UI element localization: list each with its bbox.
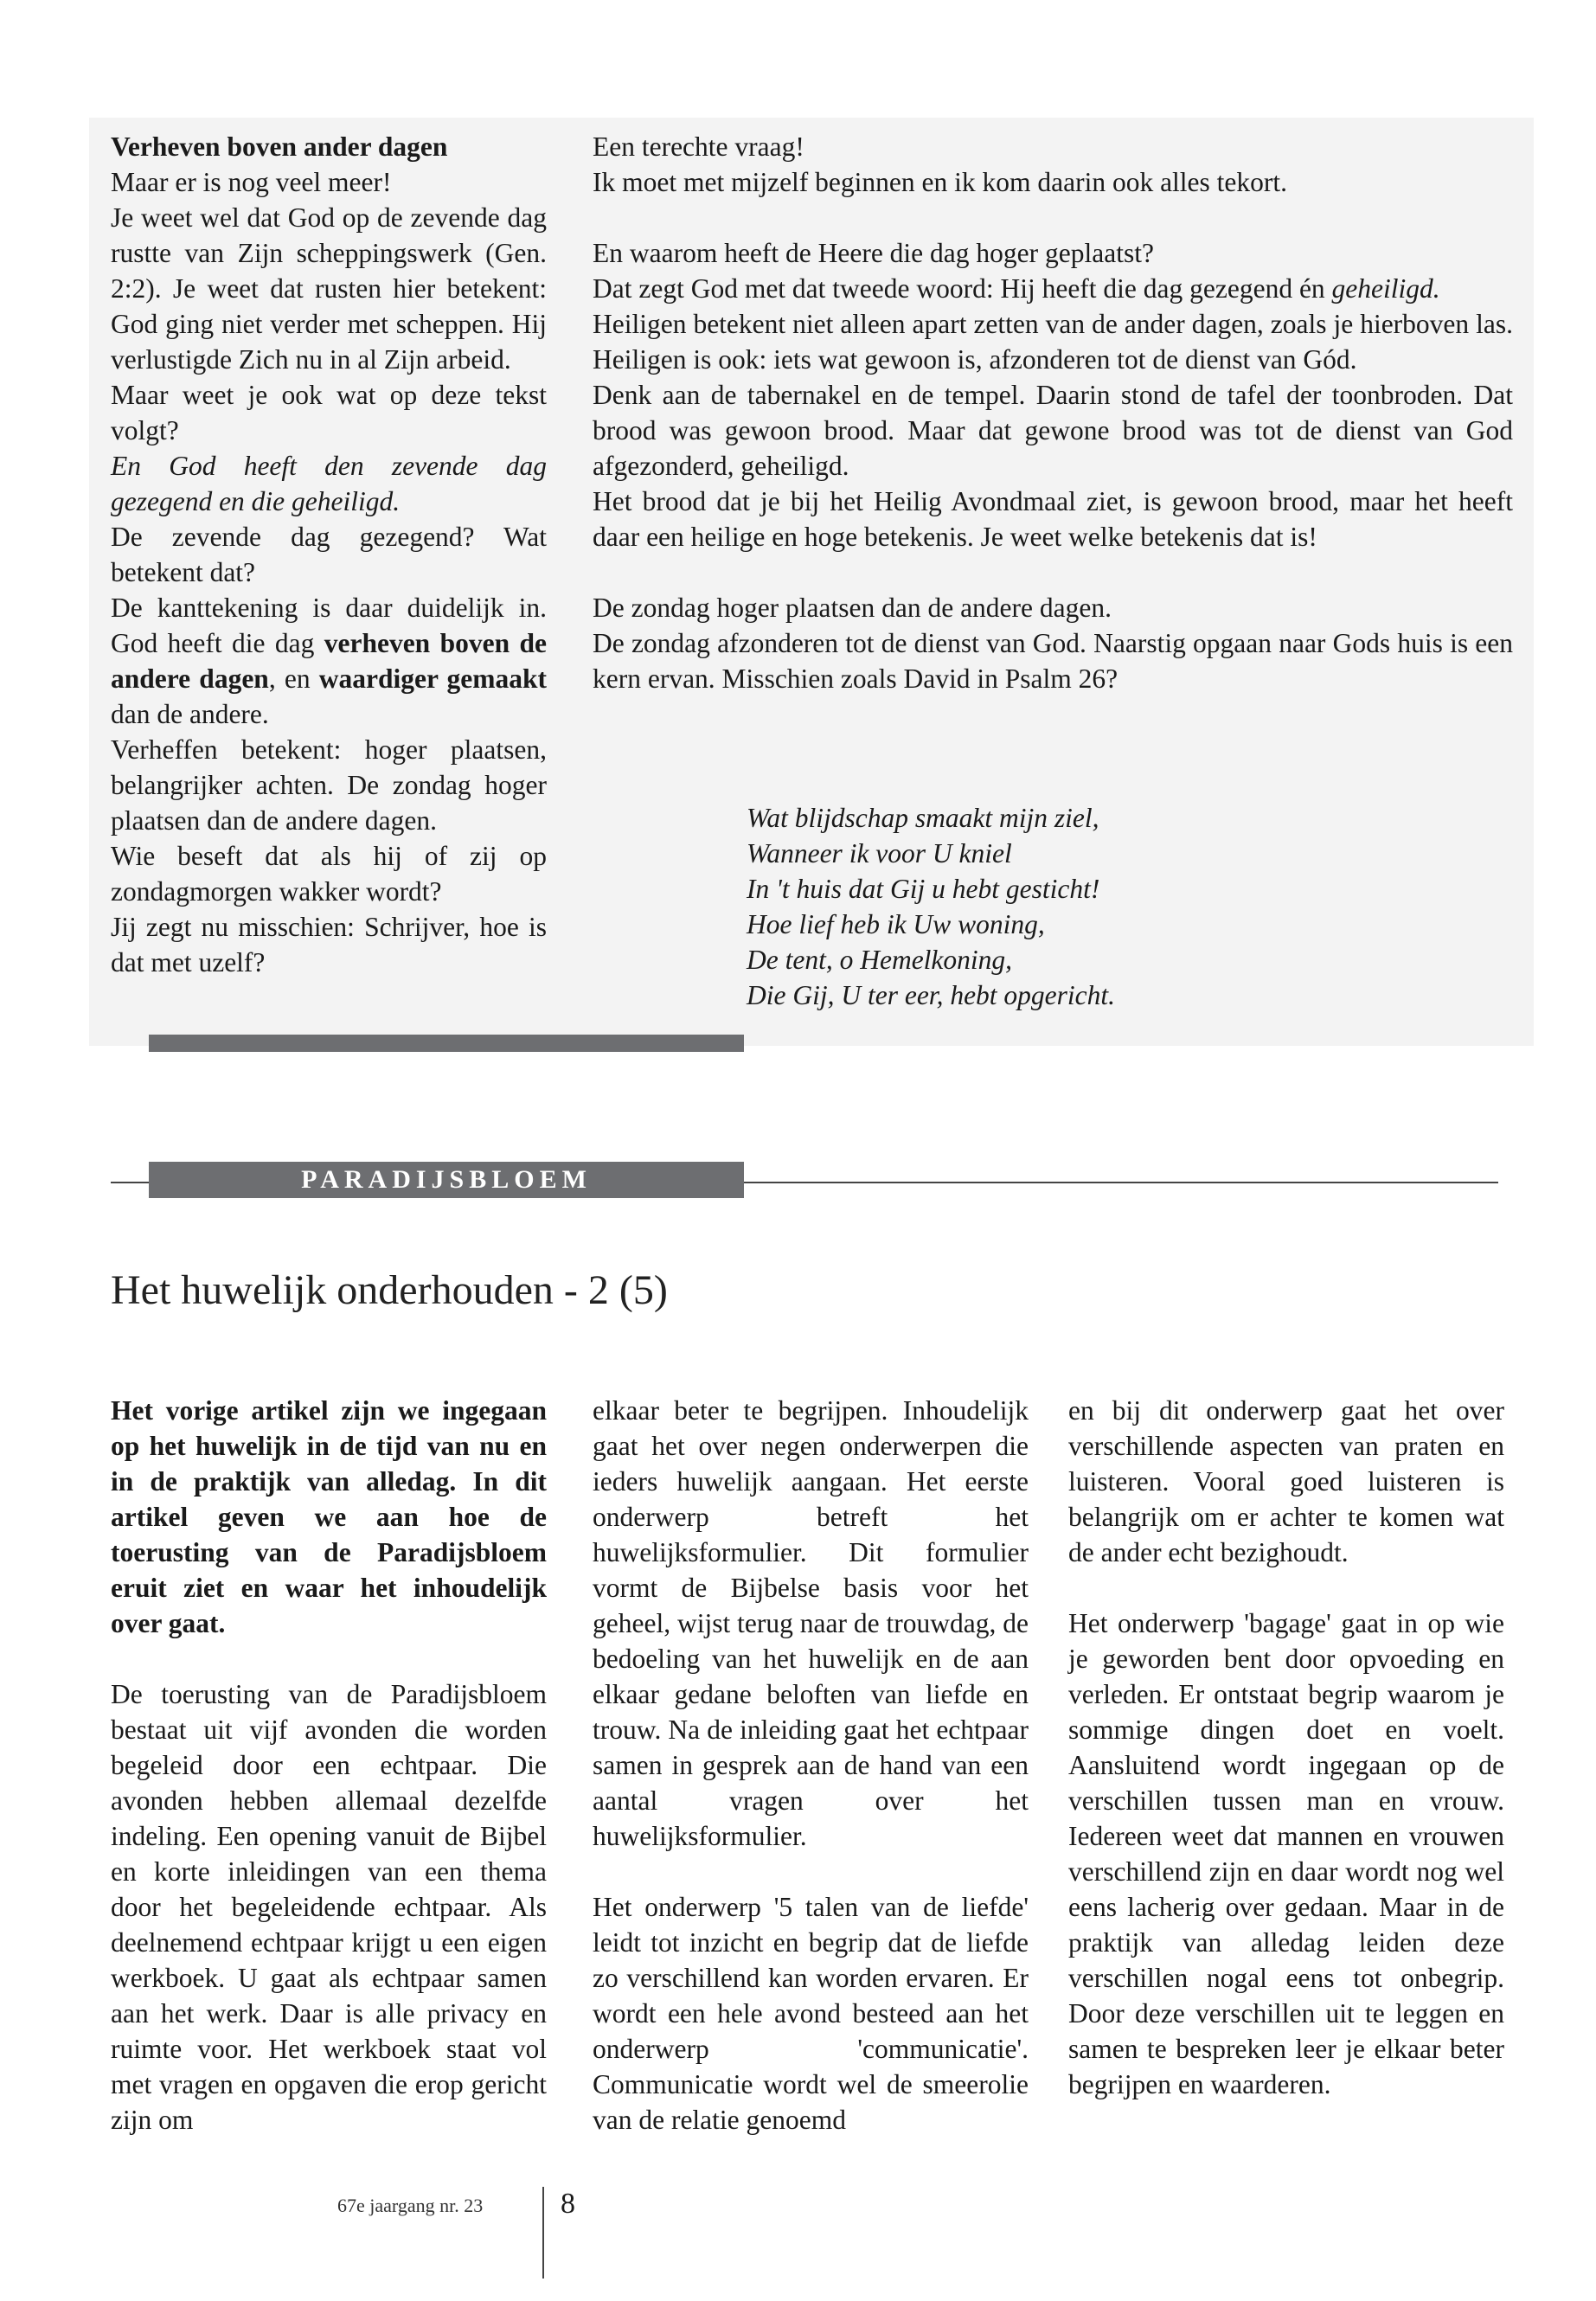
paragraph: De kanttekening is daar duidelijk in. God heeft die dag verheven boven de andere dagen, en waardiger gemaakt dan de andere. xyxy=(111,593,548,729)
article-column-3 xyxy=(1068,1393,1504,2102)
paragraph: Ik moet met mijzelf beginnen en ik kom daarin ook alles tekort. xyxy=(593,167,1288,197)
poem-line: In 't huis dat Gij u hebt gesticht! xyxy=(747,874,1100,904)
paragraph: En waarom heeft de Heere die dag hoger geplaatst? xyxy=(593,238,1154,268)
poem-line: Die Gij, U ter eer, hebt opgericht. xyxy=(747,980,1116,1010)
poem-line: Hoe lief heb ik Uw woning, xyxy=(747,909,1045,939)
section-rule-right xyxy=(744,1182,1498,1183)
paragraph: Maar er is nog veel meer! xyxy=(111,167,392,197)
paragraph: Wie beseft dat als hij of zij op zondagmorgen wakker wordt? xyxy=(111,841,547,907)
paragraph: Heiligen betekent niet alleen apart zetten van de ander dagen, zoals je hierboven las. Heiligen is ook: iets wat gewoon is, afzonderen tot de dienst van Gód. xyxy=(593,309,1513,375)
paragraph: Een terechte vraag! xyxy=(593,131,804,162)
paragraph: Jij zegt nu misschien: Schrijver, hoe is dat met uzelf? xyxy=(111,912,547,977)
paragraph-gap xyxy=(111,1641,547,1676)
paragraph: En God heeft den zevende dag gezegend en die geheiligd. xyxy=(111,451,547,516)
section-rule-left xyxy=(111,1182,149,1183)
sidebar-right-column xyxy=(593,129,1513,696)
paragraph: De zondag hoger plaatsen dan de andere dagen. xyxy=(593,593,1112,623)
article-title: Het huwelijk onderhouden - 2 (5) xyxy=(111,1267,668,1313)
paragraph: Maar weet je ook wat op deze tekst volgt? xyxy=(111,380,547,445)
paragraph: De toerusting van de Paradijsbloem bestaat uit vijf avonden die worden begeleid door een echtpaar. Die avonden hebben allemaal dezelfde indeling. Een opening vanuit de Bijbel en korte inleidingen van een thema door het begeleidende echtpaar. Als deelnemend echtpaar krijgt u een eigen werkboek. U gaat als echtpaar samen aan het werk. Daar is alle privacy en ruimte voor. Het werkboek staat vol met vragen en opgaven die erop gericht zijn om xyxy=(111,1679,547,2135)
paragraph: Het brood dat je bij het Heilig Avondmaal ziet, is gewoon brood, maar het heeft daar een heilige en hoge betekenis. Je weet welke betekenis dat is! xyxy=(593,486,1513,552)
paragraph: en bij dit onderwerp gaat het over verschillende aspecten van praten en luisteren. Vooral goed luisteren is belangrijk om er achter te komen wat de ander echt bezighoudt. xyxy=(1068,1395,1504,1567)
article-column-1 xyxy=(111,1393,547,2138)
poem-line: De tent, o Hemelkoning, xyxy=(747,945,1013,975)
paragraph: Je weet wel dat God op de zevende dag rustte van Zijn scheppingswerk (Gen. 2:2). Je weet dat rusten hier betekent: God ging niet verder met scheppen. Hij verlustigde Zich nu in al Zijn arbeid. xyxy=(111,202,547,375)
paragraph: Verheffen betekent: hoger plaatsen, belangrijker achten. De zondag hoger plaatsen dan de andere dagen. xyxy=(111,734,547,836)
paragraph-gap xyxy=(593,1854,1029,1889)
paragraph: De zevende dag gezegend? Wat betekent dat? xyxy=(111,522,547,587)
paragraph: De zondag afzonderen tot de dienst van God. Naarstig opgaan naar Gods huis is een kern ervan. Misschien zoals David in Psalm 26? xyxy=(593,628,1513,694)
page-number: 8 xyxy=(561,2188,575,2220)
paragraph: Het onderwerp '5 talen van de liefde' leidt tot inzicht en begrip dat de liefde zo verschillend kan worden ervaren. Er wordt een hele avond besteed aan het onderwerp 'communicatie'. Communicatie wordt wel de smeerolie van de relatie genoemd xyxy=(593,1892,1029,2135)
poem-line: Wanneer ik voor U kniel xyxy=(747,838,1012,868)
paragraph-gap xyxy=(593,200,1513,235)
footer-divider xyxy=(542,2187,544,2279)
paragraph: Dat zegt God met dat tweede woord: Hij heeft die dag gezegend én geheiligd. xyxy=(593,273,1440,304)
lead-paragraph: Het vorige artikel zijn we ingegaan op het huwelijk in de tijd van nu en in de praktijk van alledag. In dit artikel geven we aan hoe de toerusting van de Paradijsbloem eruit ziet en waar het inhoudelijk over gaat. xyxy=(111,1395,547,1638)
article-column-2 xyxy=(593,1393,1029,2138)
paragraph: Het onderwerp 'bagage' gaat in op wie je geworden bent door opvoeding en verleden. Er ontstaat begrip waarom je sommige dingen doet en voelt. Aansluitend wordt ingegaan op de verschillen tussen man en vrouw. Iedereen weet dat mannen en vrouwen verschillend zijn en daar wordt nog wel eens lacherig over gedaan. Maar in de praktijk van alledag leiden deze verschillen nogal eens tot onbegrip. Door deze verschillen uit te leggen en samen te bespreken leer je elkaar beter begrijpen en waarderen. xyxy=(1068,1608,1504,2099)
psalm-quote xyxy=(747,800,1115,1013)
issue-info: 67e jaargang nr. 23 xyxy=(337,2195,484,2216)
sidebar-left-column xyxy=(111,129,547,980)
paragraph-gap xyxy=(593,554,1513,590)
paragraph: elkaar beter te begrijpen. Inhoudelijk gaat het over negen onderwerpen die ieders huwelijk aangaan. Het eerste onderwerp betreft het huwelijksformulier. Dit formulier vormt de Bijbelse basis voor het geheel, wijst terug naar de trouwdag, de bedoeling van het huwelijk en de aan elkaar gedane beloften van liefde en trouw. Na de inleiding gaat het echtpaar samen in gesprek aan de hand van een aantal vragen over het huwelijksformulier. xyxy=(593,1395,1029,1851)
paragraph: Denk aan de tabernakel en de tempel. Daarin stond de tafel der toonbroden. Dat brood was gewoon brood. Maar dat gewone brood was tot de dienst van God afgezonderd, geheiligd. xyxy=(593,380,1513,481)
section-label: PARADIJSBLOEM xyxy=(149,1162,744,1198)
paragraph: Verheven boven ander dagen xyxy=(111,131,448,162)
poem-line: Wat blijdschap smaakt mijn ziel, xyxy=(747,803,1099,833)
sidebar-bottom-bar xyxy=(149,1035,744,1052)
paragraph-gap xyxy=(1068,1570,1504,1606)
